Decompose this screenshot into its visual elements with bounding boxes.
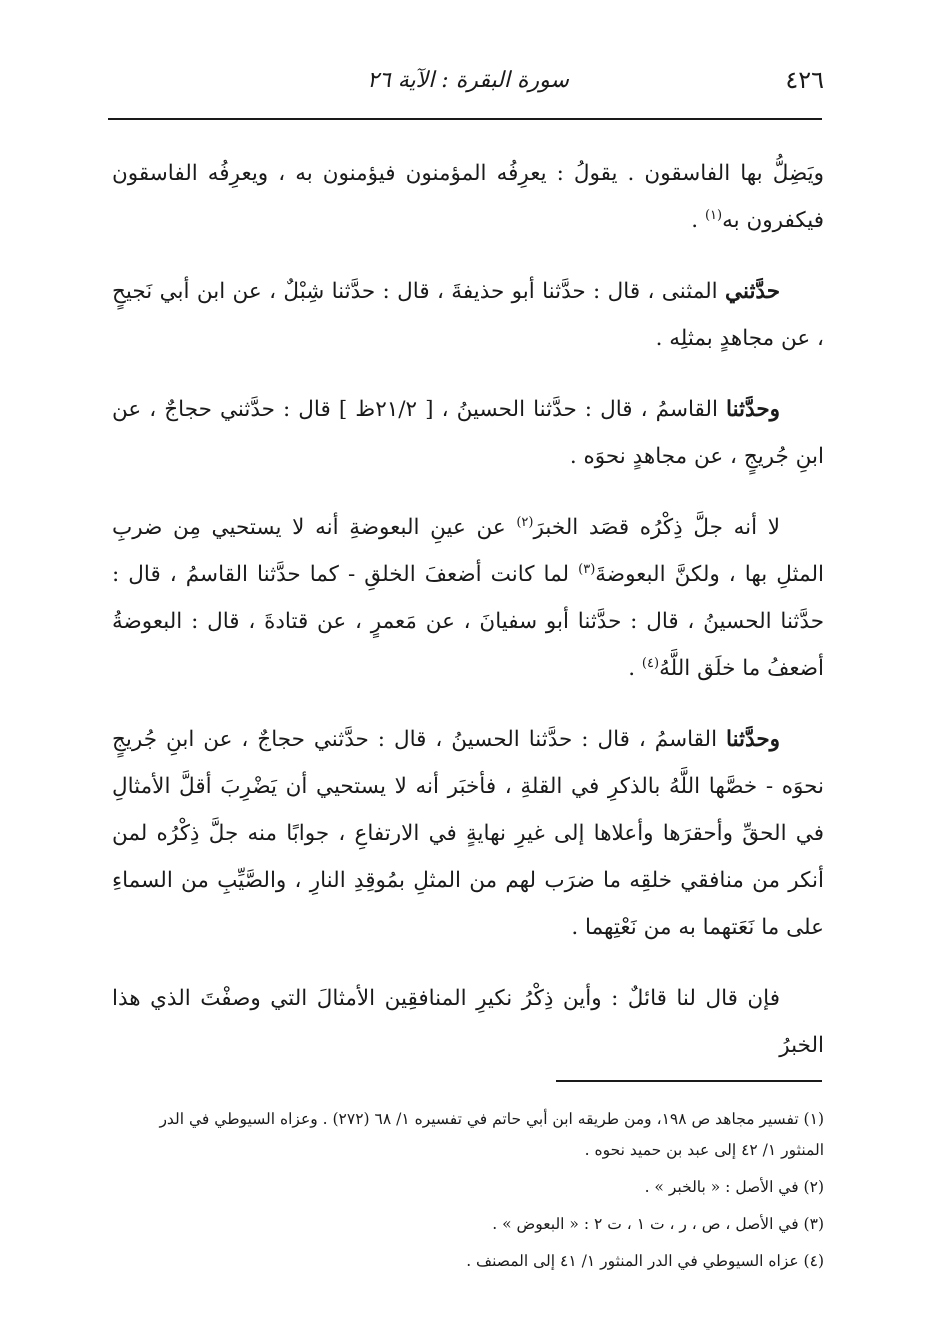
paragraph-text: لا أنه جلَّ ذِكْرُه قصَد الخبرَ	[533, 515, 780, 540]
body-text	[112, 150, 824, 1069]
footnote-2: (٢) في الأصل : « بالخبر » .	[644, 1178, 824, 1196]
paragraph-4	[112, 504, 824, 692]
paragraph-1	[112, 150, 824, 244]
paragraph-lead: وحدَّثنا	[726, 727, 780, 752]
footnote-ref-4: (٤)	[641, 655, 660, 671]
paragraph-lead: وحدَّثنا	[726, 397, 780, 422]
paragraph-5	[112, 716, 824, 951]
header-rule	[108, 118, 822, 120]
paragraph-text: ويَضِلُّ بها الفاسقون . يقولُ : يعرِفُه المؤمنون فيؤمنون به ، ويعرِفُه الفاسقون فيكفرون به	[112, 161, 824, 233]
paragraph-text: فإن قال لنا قائلٌ : وأين ذِكْرُ نكيرِ المنافقِين الأمثالَ التي وصفْتَ الذي هذا الخبرُ	[112, 986, 824, 1058]
paragraph-text: المثنى ، قال : حدَّثنا أبو حذيفةَ ، قال : حدَّثنا شِبْلٌ ، عن ابن أبي نَجيحٍ ، عن مجاهدٍ بمثلِه .	[112, 279, 824, 351]
footnote-3: (٣) في الأصل ، ص ، ر ، ت ١ ، ت ٢ : « البعوض » .	[492, 1215, 824, 1233]
footnote-ref-1: (١)	[704, 207, 723, 223]
paragraph-end: .	[628, 656, 642, 681]
footnote-rule	[556, 1080, 822, 1082]
paragraph-lead: حدَّثني	[725, 279, 780, 304]
page-number: ٤٢٦	[785, 66, 824, 94]
paragraph-text: القاسمُ ، قال : حدَّثنا الحسينُ ، قال : حدَّثني حجاجٌ ، عن ابنِ جُريجٍ نحوَه - خصَّها اللَّهُ بالذكرِ في القلةِ ، فأخبَر أنه لا يستحيي أن يَضْرِبَ أقلَّ الأمثالِ في الحقِّ وأحقرَها وأعلاها إلى غيرِ نهايةٍ في الارتفاعِ ، جوابًا منه جلَّ ذِكْرُه لمن أنكر من منافقي خلقِه ما ضرَب لهم من المثلِ بمُوقِدِ النارِ ، والصَّيِّبِ من السماءِ على ما نَعَتهما به من نَعْتِهما .	[112, 727, 824, 940]
paragraph-text: القاسمُ ، قال : حدَّثنا الحسينُ ، [ ٢١/٢ظ ] قال : حدَّثني حجاجٌ ، عن ابنِ جُريجٍ ، عن مجاهدٍ نحوَه .	[112, 397, 824, 469]
footnote-ref-2: (٢)	[516, 514, 534, 530]
paragraph-text-2: عن عينِ البعوضةِ أنه لا يستحيي مِن ضربِ المثلِ بها ، ولكنَّ البعوضةَ	[112, 515, 824, 587]
page-header	[112, 66, 824, 106]
paragraph-end: .	[691, 208, 705, 233]
footnote-4: (٤) عزاه السيوطي في الدر المنثور ١/ ٤١ إلى المصنف .	[466, 1252, 824, 1270]
footnote-ref-3: (٣)	[578, 561, 596, 577]
footnotes	[112, 1104, 824, 1283]
running-title: سورة البقرة : الآية ٢٦	[367, 68, 569, 93]
paragraph-6	[112, 975, 824, 1069]
paragraph-3	[112, 386, 824, 480]
paragraph-2	[112, 268, 824, 362]
footnote-1: (١) تفسير مجاهد ص ١٩٨، ومن طريقه ابن أبي حاتم في تفسيره ١/ ٦٨ (٢٧٢) . وعزاه السيوطي في الدر المنثور ١/ ٤٢ إلى عبد بن حميد نحوه .	[159, 1110, 824, 1159]
paragraph-text-3: لما كانت أضعفَ الخلقِ - كما حدَّثنا القاسمُ ، قال : حدَّثنا الحسينُ ، قال : حدَّثنا أبو سفيانَ ، عن مَعمرٍ ، عن قتادةَ ، قال : البعوضةُ أضعفُ ما خلَق اللَّهُ	[112, 562, 824, 681]
